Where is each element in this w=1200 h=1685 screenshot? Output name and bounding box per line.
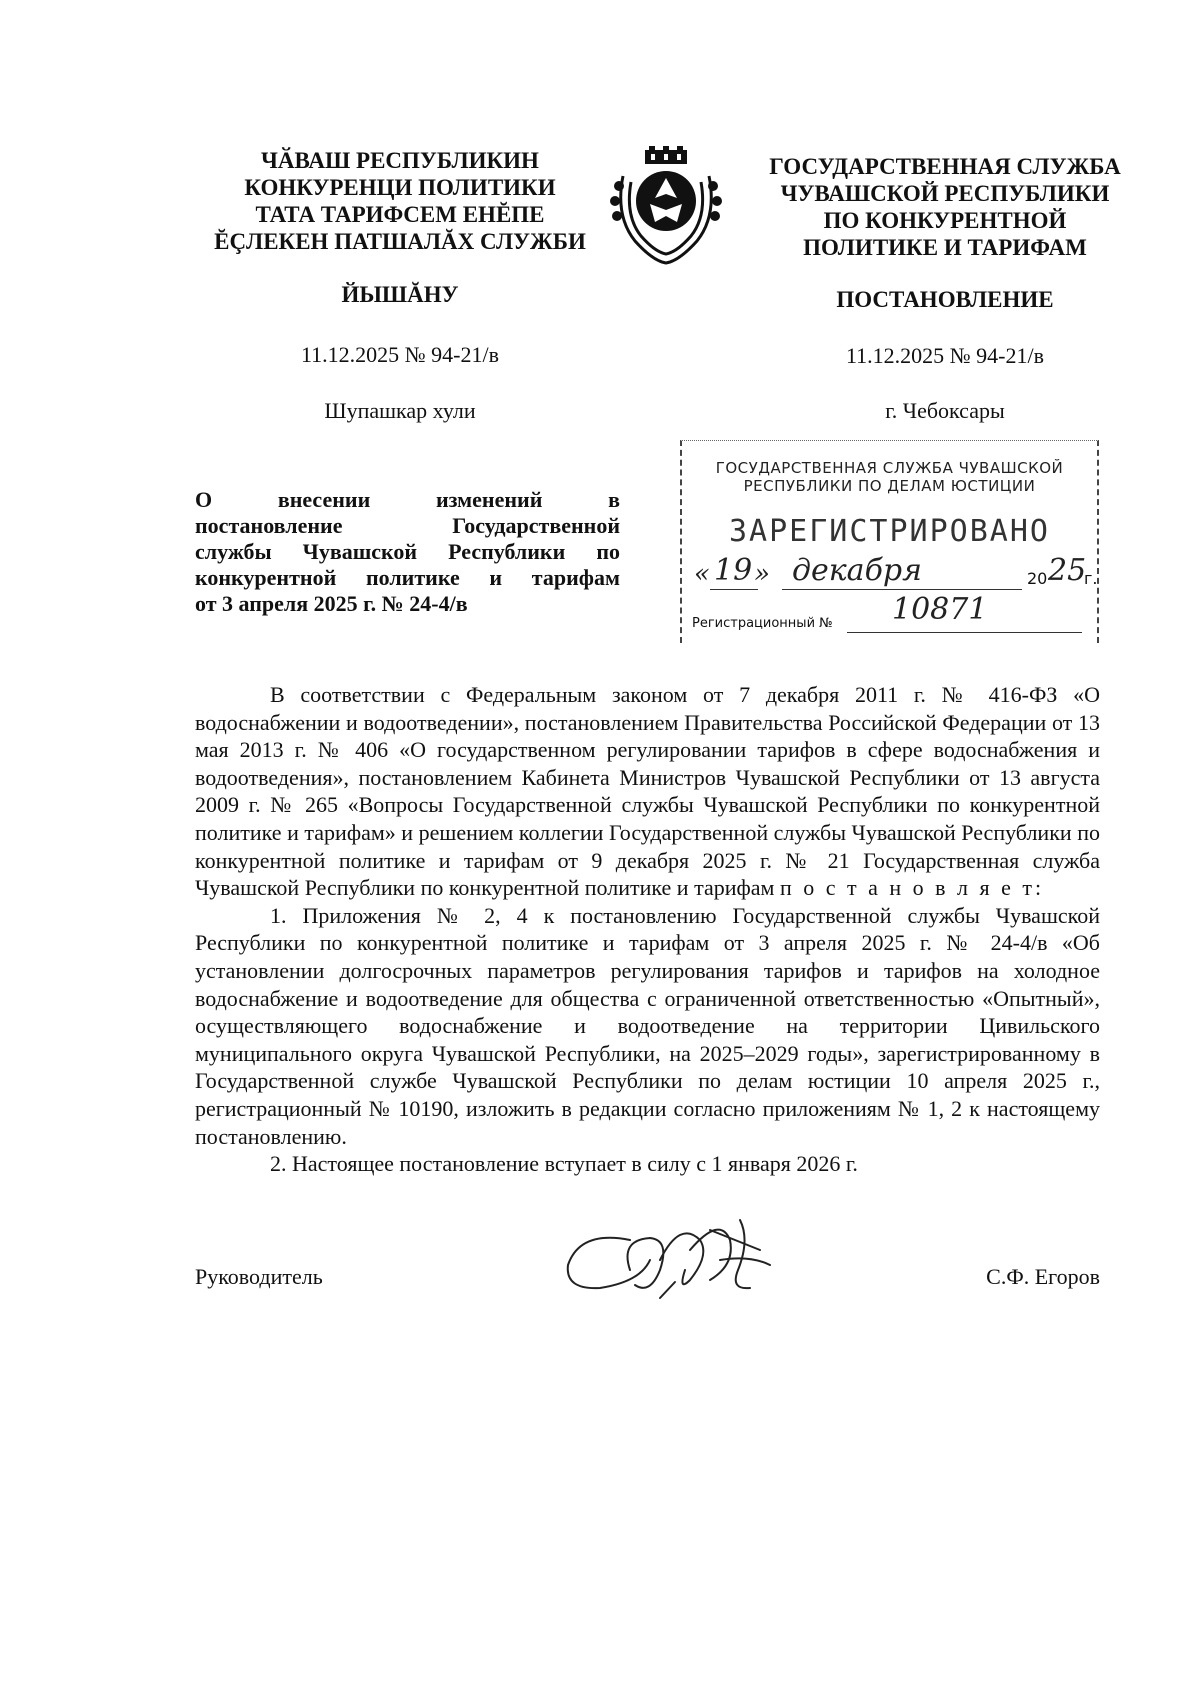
decree-type-chuvash: ЙЫШĂНУ [341,282,459,307]
city-chuvash: Шупашкар хули [324,398,476,423]
stamp-day-handwritten: 19 [714,553,753,588]
stamp-registered-label: ЗАРЕГИСТРИРОВАНО [729,514,1050,549]
stamp-year-handwritten: 25 [1048,553,1087,588]
body-paragraph-item-1: 1. Приложения № 2, 4 к постановлению Государственной службы Чувашской Республики по конкурентной политике и тарифам от 3 апреля 2025 г. № 24-4/в «Об установлении долгосрочных параметров регулирования тарифов и тарифов на холодное водоснабжение и водоотведение для общества с ограниченной ответственностью «Опытный», осуществляющего водоснабжение и водоотведение на территории Цивильского муниципального округа Чувашской Республики, на 2025–2029 годы», зарегистрированному в Государственной службе Чувашской Республики по делам юстиции 10 апреля 2025 г., регистрационный № 10190, изложить в редакции согласно приложениям № 1, 2 к настоящему постановлению. [195,902,1100,1149]
stamp-date [692,553,1098,595]
header-russian-title [745,153,1145,261]
header-left-line: ĔÇЛЕКЕН ПАТШАЛĂХ СЛУЖБИ [214,229,586,254]
header-left-line: ЧӐВАШ РЕСПУБЛИКИН [261,148,539,173]
decree-date-number-left: 11.12.2025 № 94-21/в [301,342,499,367]
signature-block [195,1252,1100,1312]
body-paragraph-preamble [195,681,1100,902]
subject-line: постановление Государственной [195,513,620,538]
handwritten-signature-icon [560,1210,790,1310]
preamble-text: В соответствии с Федеральным законом от 7 декабря 2011 г. № 416-ФЗ «О водоснабжении и водоотведении», постановлением Правительства Российской Федерации от 13 мая 2013 г. № 406 «О государственном регулировании тарифов в сфере водоснабжения и водоотведения», постановлением Кабинета Министров Чувашской Республики от 13 августа 2009 г. № 265 «Вопросы Государственной службы Чувашской Республики по конкурентной политике и тарифам» и решением коллегии Государственной службы Чувашской Республики по конкурентной политике и тарифам от 9 декабря 2025 г. № 21 Государственная служба Чувашской Республики по конкурентной политике и тарифам [195,682,1100,901]
coat-of-arms-icon [605,146,727,266]
registration-stamp [680,440,1099,643]
decree-type-russian: ПОСТАНОВЛЕНИЕ [836,287,1054,312]
body-paragraph-item-2: 2. Настоящее постановление вступает в силу с 1 января 2026 г. [270,1151,858,1177]
stamp-header [682,459,1097,495]
header-right-line: ПО КОНКУРЕНТНОЙ [823,208,1067,233]
stamp-quote-open: « [694,559,710,589]
signatory-title: Руководитель [195,1264,323,1289]
subject-line: службы Чувашской Республики по [195,539,620,564]
city-russian: г. Чебоксары [885,398,1005,423]
stamp-header-line: ГОСУДАРСТВЕННАЯ СЛУЖБА ЧУВАШСКОЙ [715,459,1064,477]
stamp-month-handwritten: декабря [792,553,922,588]
header-left-line: КОНКУРЕНЦИ ПОЛИТИКИ [244,175,556,200]
stamp-year-unit: г. [1084,569,1098,588]
stamp-regno-handwritten: 10871 [892,592,988,627]
subject-line: конкурентной политике и тарифам [195,565,620,590]
signatory-name: С.Ф. Егоров [986,1264,1100,1289]
header-right-line: ГОСУДАРСТВЕННАЯ СЛУЖБА [769,154,1121,179]
subject-line: О внесении изменений в [195,487,620,512]
header-right-line: ЧУВАШСКОЙ РЕСПУБЛИКИ [780,181,1110,206]
header-chuvash-title [190,147,610,255]
stamp-regno-label: Регистрационный № [692,616,833,631]
header-left-line: ТАТА ТАРИФСЕМ ЕНĔПЕ [255,202,545,227]
decree-date-number-right: 11.12.2025 № 94-21/в [846,343,1044,368]
resolve-word: п о с т а н о в л я е т: [779,875,1045,901]
stamp-registration-number [692,592,1087,636]
document-subject [195,487,620,617]
stamp-year-prefix: 20 [1027,569,1048,588]
stamp-header-line: РЕСПУБЛИКИ ПО ДЕЛАМ ЮСТИЦИИ [743,477,1036,495]
stamp-quote-close: » [754,559,770,589]
document-body [195,681,1100,1178]
subject-line: от 3 апреля 2025 г. № 24-4/в [195,591,468,616]
header-right-line: ПОЛИТИКЕ И ТАРИФАМ [803,235,1087,260]
